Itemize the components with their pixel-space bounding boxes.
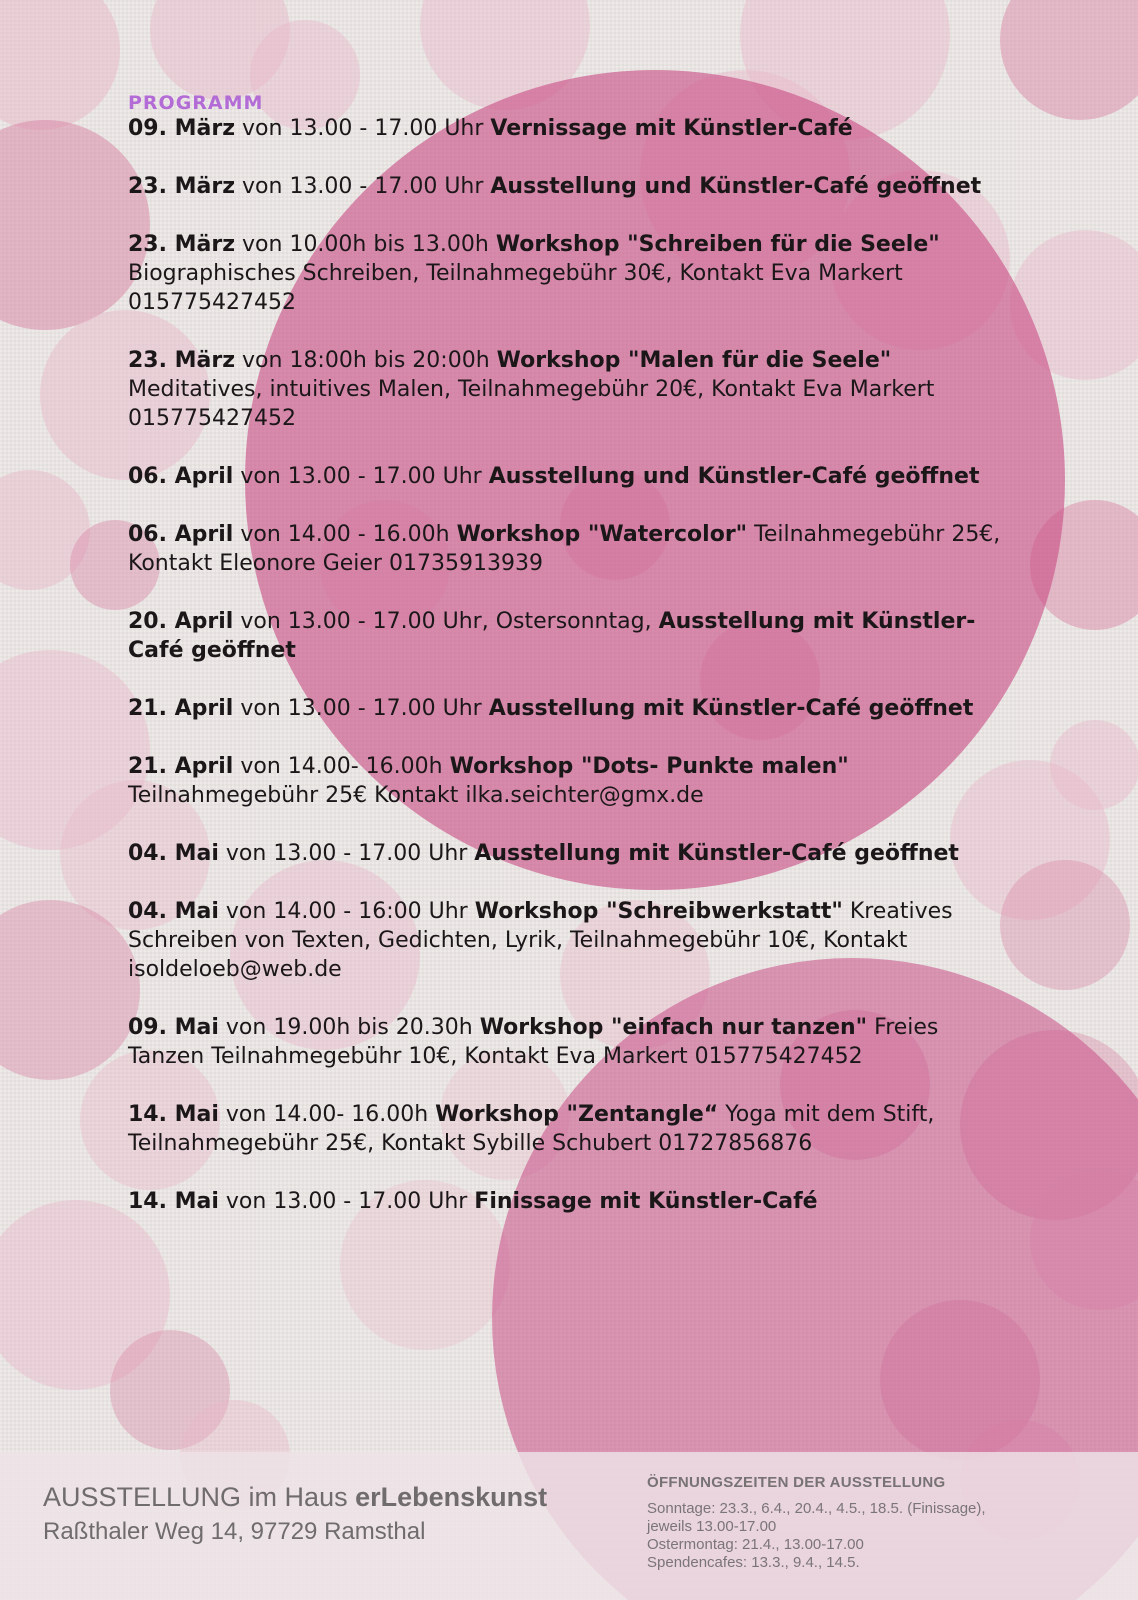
program-entry xyxy=(128,1100,1008,1158)
program-entry xyxy=(128,839,1008,868)
entry-time: von 13.00 - 17.00 Uhr xyxy=(233,696,489,721)
entry-time: von 18:00h bis 20:00h xyxy=(235,348,497,373)
entry-time: von 13.00 - 17.00 Uhr xyxy=(235,174,491,199)
entry-date: 04. Mai xyxy=(128,841,219,866)
entry-title: Workshop "Malen für die Seele" xyxy=(496,348,892,373)
entry-details: Yoga mit dem Stift, Teilnahmegebühr 25€, Kontakt Sybille Schubert 01727856876 xyxy=(128,1102,935,1156)
entry-time: von 13.00 - 17.00 Uhr xyxy=(218,1189,475,1214)
opening-hours-line: Sonntage: 23.3., 6.4., 20.4., 4.5., 18.5. (Finissage), xyxy=(647,1500,986,1517)
entry-date: 21. April xyxy=(128,754,234,779)
entry-time: von 19.00h bis 20.30h xyxy=(218,1015,480,1040)
entry-date: 21. April xyxy=(128,696,234,721)
entry-date: 23. März xyxy=(128,232,236,257)
watercolor-dot xyxy=(1000,860,1130,990)
entry-title: Workshop "Zentangle“ xyxy=(435,1102,719,1127)
exhibition-venue-name: erLebenskunst xyxy=(355,1482,548,1512)
entry-time: von 13.00 - 17.00 Uhr, Ostersonntag, xyxy=(233,609,659,634)
exhibition-address: Raßthaler Weg 14, 97729 Ramsthal xyxy=(43,1518,426,1545)
entry-details: Biographisches Schreiben, Teilnahmegebühr 30€, Kontakt Eva Markert 015775427452 xyxy=(128,261,903,315)
opening-hours-heading: ÖFFNUNGSZEITEN DER AUSSTELLUNG xyxy=(647,1474,946,1491)
program-entry xyxy=(128,1013,1008,1071)
exhibition-title-prefix: AUSSTELLUNG im Haus xyxy=(43,1482,356,1512)
entry-date: 09. März xyxy=(128,116,236,141)
program-entry xyxy=(128,172,1008,201)
program-entry xyxy=(128,897,1008,984)
entry-title: Ausstellung mit Künstler-Café geöffnet xyxy=(128,609,976,663)
program-entry xyxy=(128,752,1008,810)
opening-hours-list xyxy=(647,1500,1097,1572)
entry-date: 20. April xyxy=(128,609,234,634)
entry-date: 23. März xyxy=(128,174,236,199)
entry-time: von 14.00 - 16.00h xyxy=(233,522,457,547)
program-entry xyxy=(128,694,1008,723)
entry-title: Vernissage mit Künstler-Café xyxy=(490,116,853,141)
entry-time: von 13.00 - 17.00 Uhr xyxy=(218,841,475,866)
entry-title: Ausstellung mit Künstler-Café geöffnet xyxy=(474,841,959,866)
program-heading: PROGRAMM xyxy=(128,92,264,114)
entry-date: 06. April xyxy=(128,522,234,547)
entry-title: Workshop "Dots- Punkte malen" xyxy=(449,754,849,779)
entry-title: Workshop "Watercolor" xyxy=(456,522,748,547)
program-entry xyxy=(128,520,1008,578)
entry-time: von 13.00 - 17.00 Uhr xyxy=(233,464,489,489)
watercolor-dot xyxy=(0,0,120,130)
entry-time: von 10.00h bis 13.00h xyxy=(235,232,496,257)
opening-hours-line: jeweils 13.00-17.00 xyxy=(647,1518,777,1535)
entry-date: 14. Mai xyxy=(128,1189,219,1214)
program-entry xyxy=(128,1187,1008,1216)
exhibition-title xyxy=(43,1482,547,1513)
entry-details: Teilnahmegebühr 25€ Kontakt ilka.seichter@gmx.de xyxy=(128,783,704,808)
program-entry xyxy=(128,462,1008,491)
program-entry xyxy=(128,230,1008,317)
program-entry xyxy=(128,346,1008,433)
entry-title: Ausstellung und Künstler-Café geöffnet xyxy=(488,464,980,489)
entry-details: Meditatives, intuitives Malen, Teilnahmegebühr 20€, Kontakt Eva Markert 015775427452 xyxy=(128,377,935,431)
entry-time: von 14.00- 16.00h xyxy=(233,754,450,779)
entry-title: Ausstellung und Künstler-Café geöffnet xyxy=(490,174,982,199)
entry-title: Workshop "Schreiben für die Seele" xyxy=(495,232,940,257)
entry-date: 06. April xyxy=(128,464,234,489)
footer-band xyxy=(0,1452,1138,1600)
entry-details: Teilnahmegebühr 25€, Kontakt Eleonore Geier 01735913939 xyxy=(128,522,1001,576)
opening-hours-line: Ostermontag: 21.4., 13.00-17.00 xyxy=(647,1536,864,1553)
entry-details: Kreatives Schreiben von Texten, Gedichten, Lyrik, Teilnahmegebühr 10€, Kontakt isoldeloeb@web.de xyxy=(128,899,953,982)
entry-date: 09. Mai xyxy=(128,1015,219,1040)
entry-title: Finissage mit Künstler-Café xyxy=(474,1189,818,1214)
entry-date: 14. Mai xyxy=(128,1102,219,1127)
entry-title: Workshop "Schreibwerkstatt" xyxy=(474,899,843,924)
program-entry xyxy=(128,114,1008,143)
entry-time: von 14.00- 16.00h xyxy=(218,1102,436,1127)
entry-title: Ausstellung mit Künstler-Café geöffnet xyxy=(488,696,974,721)
entry-details: Freies Tanzen Teilnahmegebühr 10€, Kontakt Eva Markert 015775427452 xyxy=(128,1015,939,1069)
entry-title: Workshop "einfach nur tanzen" xyxy=(479,1015,868,1040)
watercolor-dot xyxy=(1000,0,1138,120)
opening-hours-line: Spendencafes: 13.3., 9.4., 14.5. xyxy=(647,1554,860,1571)
entry-time: von 14.00 - 16:00 Uhr xyxy=(218,899,475,924)
program-section xyxy=(128,92,1008,1245)
entry-date: 04. Mai xyxy=(128,899,219,924)
program-entries xyxy=(128,114,1008,1216)
entry-date: 23. März xyxy=(128,348,236,373)
entry-time: von 13.00 - 17.00 Uhr xyxy=(235,116,491,141)
program-entry xyxy=(128,607,1008,665)
